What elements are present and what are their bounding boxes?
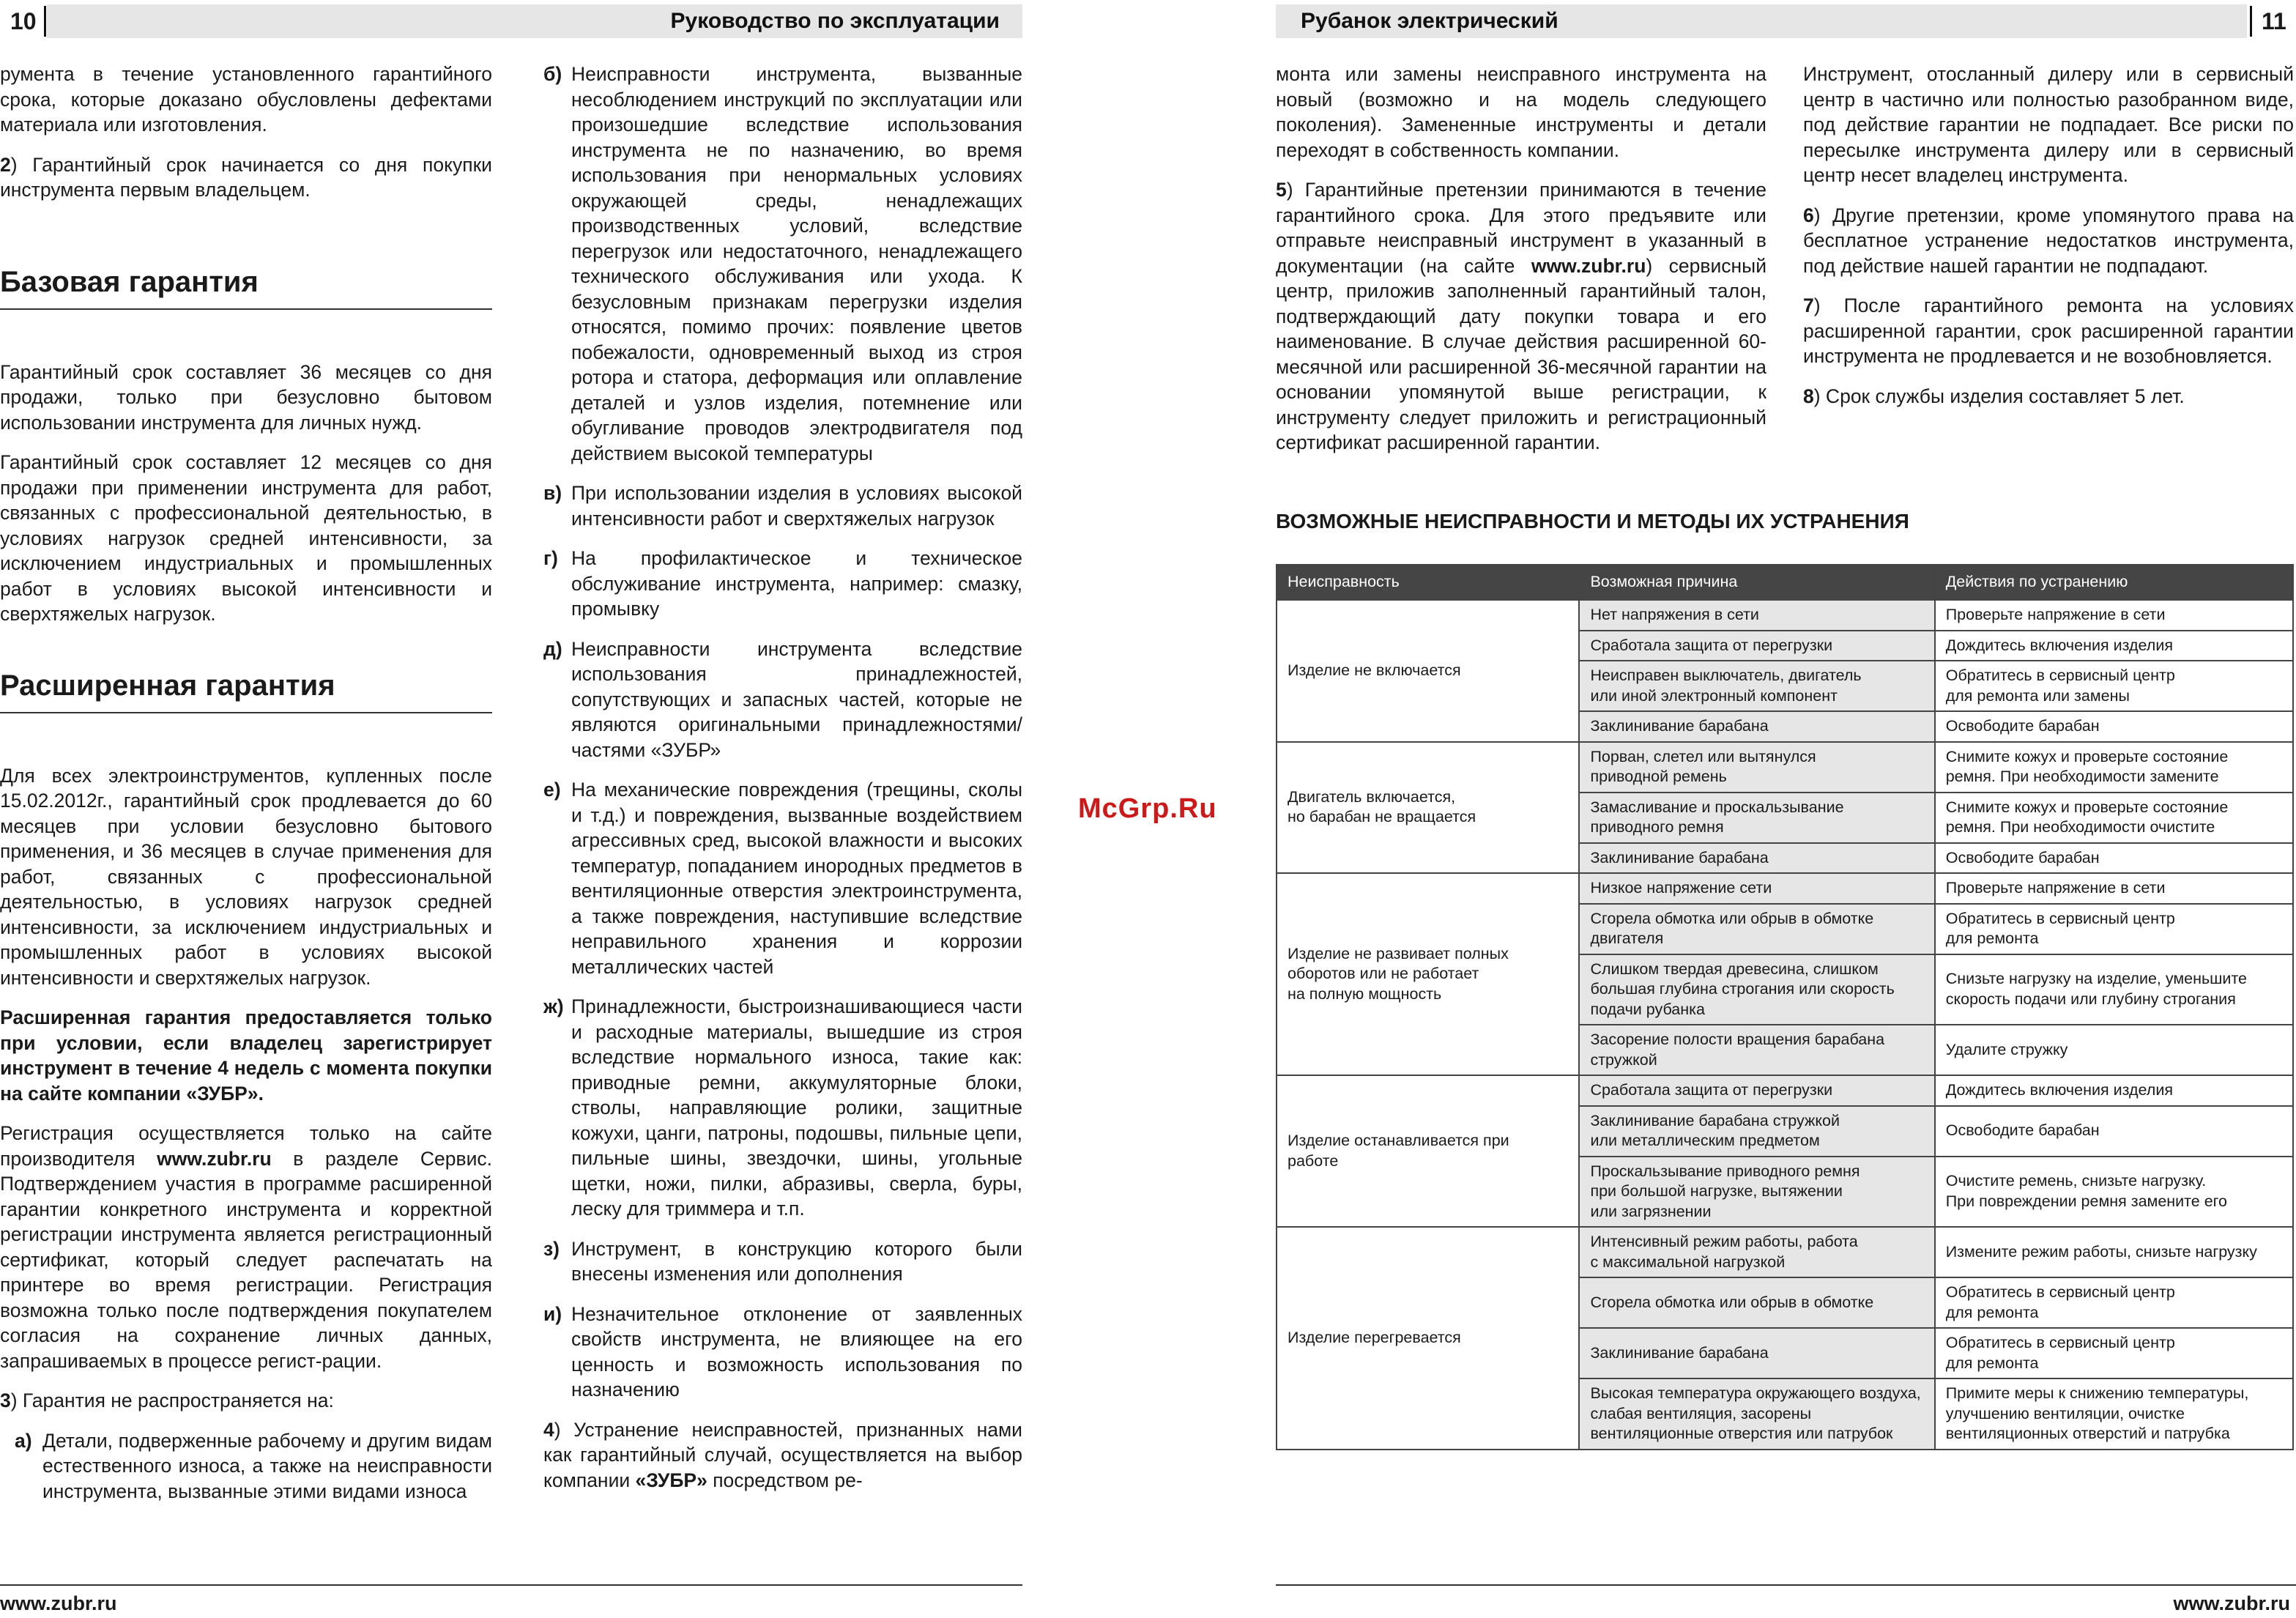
list-item bbox=[543, 62, 1022, 466]
paragraph: 4) Устранение неисправностей, признанных нами как гарантийный случай, осуществляется на выбор компании «ЗУБР» посредством ре- bbox=[543, 1418, 1022, 1491]
action-cell: Проверьте напряжение в сети bbox=[1935, 600, 2293, 631]
cause-cell: Нет напряжения в сети bbox=[1579, 600, 1934, 631]
left-column-1 bbox=[0, 62, 492, 1518]
list-text: Инструмент, в конструкцию которого были внесены изменения или дополнения bbox=[571, 1237, 1022, 1285]
list-marker: в) bbox=[543, 482, 562, 504]
list-text: Неисправности инструмента вследствие использования принадлежностей, сопутствующих и запасных частей, которые не являются оригинальными принадлежностями/частями «ЗУБР» bbox=[571, 637, 1022, 761]
table-row bbox=[1277, 873, 2293, 904]
fault-table bbox=[1276, 564, 2294, 1450]
right-footer-site[interactable]: www.zubr.ru bbox=[2173, 1592, 2290, 1614]
list-text: Незначительное отклонение от заявленных свойств инструмента, не влияющее на его ценность и возможность использования по назначению bbox=[571, 1302, 1022, 1400]
action-cell: Измените режим работы, снизьте нагрузку bbox=[1935, 1227, 2293, 1277]
right-column-2 bbox=[1803, 62, 2294, 423]
left-header-title: Руководство по эксплуатации bbox=[670, 9, 1000, 33]
paragraph: 8) Срок службы изделия составляет 5 лет. bbox=[1803, 385, 2185, 407]
paragraph: монта или замены неисправного инструмента на новый (возможно и на модель следующего поколения). Замененные инструменты и детали переходят в собственность компании. bbox=[1276, 63, 1766, 161]
table-row bbox=[1277, 600, 2293, 631]
section-heading-base-warranty: Базовая гарантия bbox=[0, 265, 259, 298]
action-cell: Освободите барабан bbox=[1935, 843, 2293, 874]
cause-cell: Порван, слетел или вытянулся приводной ремень bbox=[1579, 742, 1934, 793]
action-cell: Обратитесь в сервисный центр для ремонта или замены bbox=[1935, 661, 2293, 711]
right-page-number: 11 bbox=[2262, 8, 2286, 34]
list-marker: и) bbox=[543, 1302, 562, 1325]
site-link[interactable]: www.zubr.ru bbox=[157, 1147, 272, 1170]
site-link[interactable]: www.zubr.ru bbox=[1531, 254, 1646, 277]
action-cell: Обратитесь в сервисный центр для ремонта bbox=[1935, 1277, 2293, 1328]
fault-cell: Изделие перегревается bbox=[1277, 1227, 1579, 1450]
watermark: McGrp.Ru bbox=[1078, 793, 1217, 824]
cause-cell: Высокая температура окружающего воздуха, слабая вентиляция, засорены вентиляционные отверстия или патрубок bbox=[1579, 1378, 1934, 1450]
heading-rule bbox=[0, 308, 492, 310]
list-item bbox=[543, 1236, 1022, 1287]
table-body bbox=[1277, 600, 2293, 1450]
column-header: Действия по устранению bbox=[1935, 565, 2293, 600]
action-cell: Удалите стружку bbox=[1935, 1025, 2293, 1075]
action-cell: Примите меры к снижению температуры, улучшению вентиляции, очистке вентиляционных отверстий и патрубка bbox=[1935, 1378, 2293, 1450]
cause-cell: Низкое напряжение сети bbox=[1579, 873, 1934, 904]
paragraph: Гарантийный срок составляет 36 месяцев со дня продажи, только при безусловно бытовом использовании инструмента для личных нужд. bbox=[0, 360, 492, 434]
action-cell: Снимите кожух и проверьте состояние ремня. При необходимости очистите bbox=[1935, 793, 2293, 843]
cause-cell: Сгорела обмотка или обрыв в обмотке bbox=[1579, 1277, 1934, 1328]
right-header-title: Рубанок электрический bbox=[1301, 9, 1558, 33]
table-row bbox=[1277, 1227, 2293, 1277]
left-page-number: 10 bbox=[10, 8, 37, 34]
cause-cell: Сработала защита от перегрузки bbox=[1579, 631, 1934, 661]
table-row bbox=[1277, 1075, 2293, 1106]
column-header: Возможная причина bbox=[1579, 565, 1934, 600]
list-marker: д) bbox=[543, 637, 562, 660]
cause-cell: Сгорела обмотка или обрыв в обмотке двигателя bbox=[1579, 904, 1934, 954]
paragraph: 6) Другие претензии, кроме упомянутого права на бесплатное устранение недостатков инструмента, под действие нашей гарантии не подпадают. bbox=[1803, 204, 2294, 277]
paragraph-bold: Расширенная гарантия предоставляется только при условии, если владелец зарегистрирует инструмент в течение 4 недель с момента покупки на сайте компании «ЗУБР». bbox=[0, 1006, 492, 1105]
cause-cell: Сработала защита от перегрузки bbox=[1579, 1075, 1934, 1106]
action-cell: Дождитесь включения изделия bbox=[1935, 631, 2293, 661]
table-title: ВОЗМОЖНЫЕ НЕИСПРАВНОСТИ И МЕТОДЫ ИХ УСТРАНЕНИЯ bbox=[1276, 510, 1909, 532]
left-header-divider bbox=[44, 6, 46, 37]
fault-cell: Изделие не включается bbox=[1277, 600, 1579, 742]
paragraph: 2) Гарантийный срок начинается со дня покупки инструмента первым владельцем. bbox=[0, 153, 492, 201]
column-header: Неисправность bbox=[1277, 565, 1579, 600]
left-footer-site[interactable]: www.zubr.ru bbox=[0, 1592, 117, 1614]
list-marker: е) bbox=[543, 779, 561, 801]
list-text: Неисправности инструмента, вызванные несоблюдением инструкций по эксплуатации или произошедшие вследствие использования инструмента не по назначению, во время использования при ненормальных условиях окружающей среды, ненадлежащих производственных условий, вследствие перегрузок или недостаточного, ненадлежащего технического обслуживания или ухода. К безусловным признакам перегрузки изделия относятся, помимо прочих: появление цветов побежалости, одновременный выход из строя ротора и статора, деформация или оплавление деталей и узлов изделия, потемнение или обугливание проводов электродвигателя под действием высокой температуры bbox=[571, 63, 1022, 464]
list-text: Принадлежности, быстроизнашивающиеся части и расходные материалы, вышедшие из строя вследствие нормального износа, такие как: приводные ремни, аккумуляторные блоки, стволы, направляющие ролики, защитные кожухи, цанги, патроны, подошвы, пильные цепи, пильные шины, звездочки, шины, угольные щетки, ножи, пилки, абразивы, сверла, буры, леску для триммера и т.п. bbox=[571, 995, 1022, 1220]
cause-cell: Проскальзывание приводного ремня при большой нагрузке, вытяжении или загрязнении bbox=[1579, 1157, 1934, 1228]
list-item bbox=[543, 1302, 1022, 1403]
cause-cell: Замасливание и проскальзывание приводного ремня bbox=[1579, 793, 1934, 843]
right-footer-rule bbox=[1276, 1584, 2296, 1586]
paragraph: румента в течение установленного гарантийного срока, которые доказано обусловлены дефектами материала или изготовления. bbox=[0, 63, 492, 136]
heading-rule bbox=[0, 712, 492, 713]
action-cell: Снимите кожух и проверьте состояние ремня. При необходимости замените bbox=[1935, 742, 2293, 793]
action-cell: Освободите барабан bbox=[1935, 711, 2293, 742]
paragraph: 5) Гарантийные претензии принимаются в течение гарантийного срока. Для этого предъявите или отправьте неисправный инструмент в указанный в документации (на сайте www.zubr.ru) сервисный центр, приложив заполненный гарантийный талон, подтверждающий дату покупки товара и его наименование. В случае действия расширенной 60-месячной или расширенной 36-месячной гарантии на основании упомянутой выше регистрации, к инструменту следует приложить и регистрационный сертификат расширенной гарантии. bbox=[1276, 179, 1766, 453]
fault-cell: Изделие не развивает полных оборотов или не работает на полную мощность bbox=[1277, 873, 1579, 1075]
list-text: На профилактическое и техническое обслуживание инструмента, например: смазку, промывку bbox=[571, 547, 1022, 620]
cause-cell: Неисправен выключатель, двигатель или иной электронный компонент bbox=[1579, 661, 1934, 711]
list-marker: з) bbox=[543, 1237, 560, 1260]
fault-cell: Двигатель включается, но барабан не вращается bbox=[1277, 742, 1579, 874]
list-text: При использовании изделия в условиях высокой интенсивности работ и сверхтяжелых нагрузок bbox=[571, 482, 1022, 530]
paragraph: Регистрация осуществляется только на сайте производителя www.zubr.ru в разделе Сервис. Подтверждением участия в программе расширенной гарантии конкретного инструмента и корректной регистрации инструмента является регистрационный сертификат, который следует распечатать на принтере во время регистрации. Регистрация возможна только после подтверждения покупателем согласия на сохранение личных данных, запрашиваемых в процессе регист-рации. bbox=[0, 1122, 493, 1372]
cause-cell: Слишком твердая древесина, слишком большая глубина строгания или скорость подачи рубанка bbox=[1579, 954, 1934, 1025]
fault-cell: Изделие останавливается при работе bbox=[1277, 1075, 1579, 1227]
right-column-1 bbox=[1276, 62, 1766, 470]
table-header-row bbox=[1277, 565, 2293, 600]
list-item bbox=[543, 994, 1022, 1222]
list-marker: б) bbox=[543, 63, 562, 85]
left-footer-rule bbox=[0, 1584, 1022, 1586]
action-cell: Проверьте напряжение в сети bbox=[1935, 873, 2293, 904]
action-cell: Освободите барабан bbox=[1935, 1106, 2293, 1157]
list-item bbox=[543, 777, 1022, 979]
list-item bbox=[543, 546, 1022, 622]
action-cell: Дождитесь включения изделия bbox=[1935, 1075, 2293, 1106]
paragraph: Инструмент, отосланный дилеру или в сервисный центр в частично или полностью разобранном виде, под действие гарантии не подпадает. Все риски по пересылке инструмента дилеру или в сервисный центр несет владелец инструмента. bbox=[1803, 63, 2294, 186]
cause-cell: Заклинивание барабана bbox=[1579, 711, 1934, 742]
list-item: а) Детали, подверженные рабочему и другим видам естественного износа, а также на неисправности инструмента, вызванные этими видами износа bbox=[15, 1429, 492, 1502]
paragraph: 3) Гарантия не распространяется на: bbox=[0, 1389, 334, 1411]
list-item bbox=[543, 480, 1022, 531]
action-cell: Очистите ремень, снизьте нагрузку. При повреждении ремня замените его bbox=[1935, 1157, 2293, 1228]
cause-cell: Интенсивный режим работы, работа с максимальной нагрузкой bbox=[1579, 1227, 1934, 1277]
paragraph: 7) После гарантийного ремонта на условиях расширенной гарантии, срок расширенной гарантии инструмента не продлевается и не возобновляется. bbox=[1803, 294, 2294, 367]
paragraph: Для всех электроинструментов, купленных после 15.02.2012г., гарантийный срок продлевается до 60 месяцев при условии безусловно бытового применения, и 36 месяцев в случае применения для работ, связанных с профессиональной деятельностью, в условиях нагрузок средней интенсивности, за исключением индустриальных и промышленных работ в условиях высокой интенсивности и сверхтяжелых нагрузок. bbox=[0, 764, 492, 989]
cause-cell: Заклинивание барабана bbox=[1579, 843, 1934, 874]
list-marker: ж) bbox=[543, 995, 564, 1017]
section-heading-extended-warranty: Расширенная гарантия bbox=[0, 669, 335, 702]
cause-cell: Заклинивание барабана стружкой или металлическим предметом bbox=[1579, 1106, 1934, 1157]
cause-cell: Засорение полости вращения барабана стружкой bbox=[1579, 1025, 1934, 1075]
table-row bbox=[1277, 742, 2293, 793]
action-cell: Снизьте нагрузку на изделие, уменьшите скорость подачи или глубину строгания bbox=[1935, 954, 2293, 1025]
cause-cell: Заклинивание барабана bbox=[1579, 1328, 1934, 1378]
action-cell: Обратитесь в сервисный центр для ремонта bbox=[1935, 904, 2293, 954]
action-cell: Обратитесь в сервисный центр для ремонта bbox=[1935, 1328, 2293, 1378]
list-item bbox=[543, 637, 1022, 763]
right-header-divider bbox=[2250, 6, 2252, 37]
list-marker: г) bbox=[543, 547, 558, 569]
list-text: На механические повреждения (трещины, сколы и т.д.) и повреждения, вызванные воздействием агрессивных сред, высокой влажности и высоких температур, попаданием инородных предметов в вентиляционные отверстия электроинструмента, а также повреждения, наступившие вследствие неправильного хранения и коррозии металлических частей bbox=[571, 779, 1022, 978]
left-column-2 bbox=[543, 62, 1022, 1507]
paragraph: Гарантийный срок составляет 12 месяцев со дня продажи при применении инструмента для работ, связанных с профессиональной деятельностью, в условиях нагрузок средней интенсивности, за исключением индустриальных и промышленных работ в условиях высокой интенсивности и сверхтяжелых нагрузок. bbox=[0, 451, 492, 625]
